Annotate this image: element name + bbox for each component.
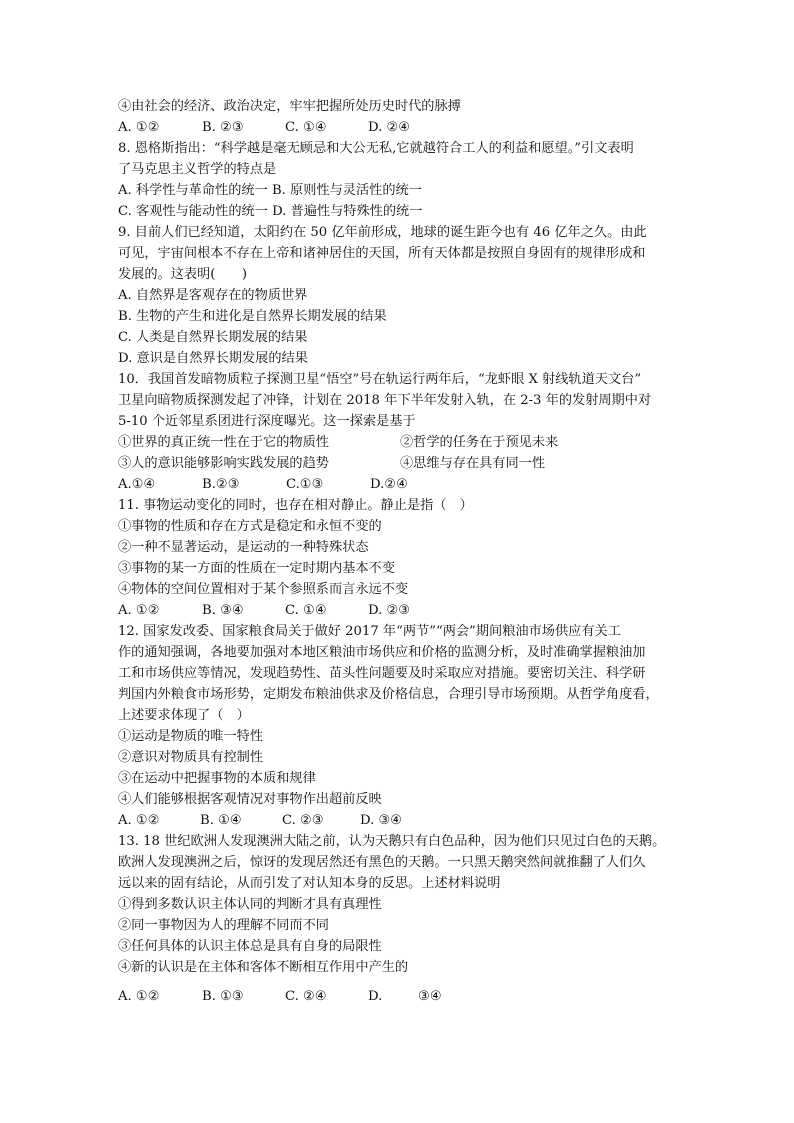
q13-option-b: B. ①③ [202, 989, 244, 1004]
q13-item-3: ③任何具体的认识主体总是具有自身的局限性 [118, 939, 382, 954]
q7-option-a: A. ①② [118, 120, 160, 135]
q13-option-c: C. ②④ [285, 989, 327, 1004]
q12-stem-line: 判国内外粮食市场形势，定期发布粮油供求及价格信息，合理引导市场预期。从哲学角度看， [118, 687, 659, 702]
q7-item-4: ④由社会的经济、政治决定，牢牢把握所处历史时代的脉搏 [118, 99, 461, 114]
q8-options-ab: A. 科学性与革命性的统一 B. 原则性与灵活性的统一 [118, 183, 422, 198]
q8-stem-line: 8. 恩格斯指出：“科学越是毫无顾忌和大公无私,它就越符合工人的利益和愿望。”引文表明 [118, 141, 634, 156]
q10-item-4: ④思维与存在具有同一性 [400, 456, 546, 471]
q13-option-a: A. ①② [118, 989, 160, 1004]
q11-option-c: C. ①④ [285, 603, 327, 618]
q7-option-c: C. ①④ [285, 120, 327, 135]
q10-item-3: ③人的意识能够影响实践发展的趋势 [118, 456, 329, 471]
q10-option-d: D.②④ [370, 477, 408, 492]
q9-option-b: B. 生物的产生和进化是自然界长期发展的结果 [118, 309, 387, 324]
q9-option-c: C. 人类是自然界长期发展的结果 [118, 330, 308, 345]
q7-option-d: D. ②④ [368, 120, 411, 135]
q13-stem-line: 13. 18 世纪欧洲人发现澳洲大陆之前，认为天鹅只有白色品种，因为他们只见过白色的天鹅。 [118, 834, 666, 849]
q12-stem-line: 12. 国家发改委、国家粮食局关于做好 2017 年“两节”“两会”期间粮油市场供应有关工 [118, 624, 621, 639]
spacer [118, 978, 678, 986]
q10-stem-line: 10．我国首发暗物质粒子探测卫星“悟空”号在轨运行两年后，“龙虾眼 X 射线轨道天文台” [118, 372, 642, 387]
q11-item-1: ①事物的性质和存在方式是稳定和永恒不变的 [118, 519, 382, 534]
q7-options [118, 117, 678, 138]
q12-item-4: ④人们能够根据客观情况对事物作出超前反映 [118, 792, 382, 807]
q10-stem-line: 卫星向暗物质探测发起了冲锋，计划在 2018 年下半年发射入轨，在 2-3 年的发射周期中对 [118, 393, 652, 408]
q12-option-d: D. ③④ [360, 813, 403, 828]
q13-item-1: ①得到多数认识主体认同的判断才具有真理性 [118, 897, 382, 912]
q9-stem-line: 发展的。这表明( ) [118, 267, 247, 282]
q7-option-b: B. ②③ [202, 120, 244, 135]
q12-stem-line: 上述要求体现了（ ） [118, 708, 250, 723]
q12-option-b: B. ①④ [200, 813, 242, 828]
q13-option-d-value: ③④ [418, 989, 442, 1004]
q11-option-a: A. ①② [118, 603, 160, 618]
q12-option-c: C. ②③ [282, 813, 324, 828]
q11-item-4: ④物体的空间位置相对于某个参照系而言永远不变 [118, 582, 409, 597]
q10-option-c: C.①③ [286, 477, 324, 492]
q12-item-2: ②意识对物质具有控制性 [118, 750, 264, 765]
q8-options-cd: C. 客观性与能动性的统一 D. 普遍性与特殊性的统一 [118, 204, 423, 219]
q13-item-2: ②同一事物因为人的理解不同而不同 [118, 918, 329, 933]
q10-options [118, 474, 678, 495]
q12-stem-line: 作的通知强调，各地要加强对本地区粮油市场供应和价格的监测分析，及时准确掌握粮油加 [118, 645, 646, 660]
q10-items-row [118, 432, 678, 453]
q13-item-4: ④新的认识是在主体和客体不断相互作用中产生的 [118, 960, 409, 975]
q11-item-3: ③事物的某一方面的性质在一定时期内基本不变 [118, 561, 395, 576]
q12-item-1: ①运动是物质的唯一特性 [118, 729, 264, 744]
q9-option-a: A. 自然界是客观存在的物质世界 [118, 288, 308, 303]
q11-option-d: D. ②③ [368, 603, 411, 618]
q10-items-row [118, 453, 678, 474]
q13-options [118, 986, 678, 1007]
q9-option-d: D. 意识是自然界长期发展的结果 [118, 351, 308, 366]
question-content [118, 96, 678, 1007]
q10-item-2: ②哲学的任务在于预见未来 [400, 435, 559, 450]
q12-item-3: ③在运动中把握事物的本质和规律 [118, 771, 316, 786]
q9-stem-line: 可见，宇宙间根本不存在上帝和诸神居住的天国，所有天体都是按照自身固有的规律形成和 [118, 246, 646, 261]
q9-stem-line: 9. 目前人们已经知道，太阳约在 50 亿年前形成，地球的诞生距今也有 46 亿年之久。由此 [118, 225, 647, 240]
q12-stem-line: 工和市场供应等情况，发现趋势性、苗头性问题要及时采取应对措施。要密切关注、科学研 [118, 666, 646, 681]
q12-option-a: A. ①② [118, 813, 160, 828]
q10-stem-line: 5-10 个近邻星系团进行深度曝光。这一探索是基于 [118, 414, 416, 429]
q10-option-a: A.①④ [118, 477, 156, 492]
q13-stem-line: 欧洲人发现澳洲之后，惊讶的发现居然还有黑色的天鹅。一只黑天鹅突然间就推翻了人们久 [118, 855, 646, 870]
q8-stem-line: 了马克思主义哲学的特点是 [118, 162, 277, 177]
q13-stem-line: 远以来的固有结论，从而引发了对认知本身的反思。上述材料说明 [118, 876, 501, 891]
q11-item-2: ②一种不显著运动，是运动的一种特殊状态 [118, 540, 369, 555]
q13-option-d: D. [368, 989, 383, 1004]
q11-stem-line: 11. 事物运动变化的同时，也存在相对静止。静止是指（ ） [118, 498, 473, 513]
q11-option-b: B. ③④ [202, 603, 244, 618]
q11-options [118, 600, 678, 621]
q10-item-1: ①世界的真正统一性在于它的物质性 [118, 435, 329, 450]
q10-option-b: B.②③ [202, 477, 240, 492]
q12-options [118, 810, 678, 831]
